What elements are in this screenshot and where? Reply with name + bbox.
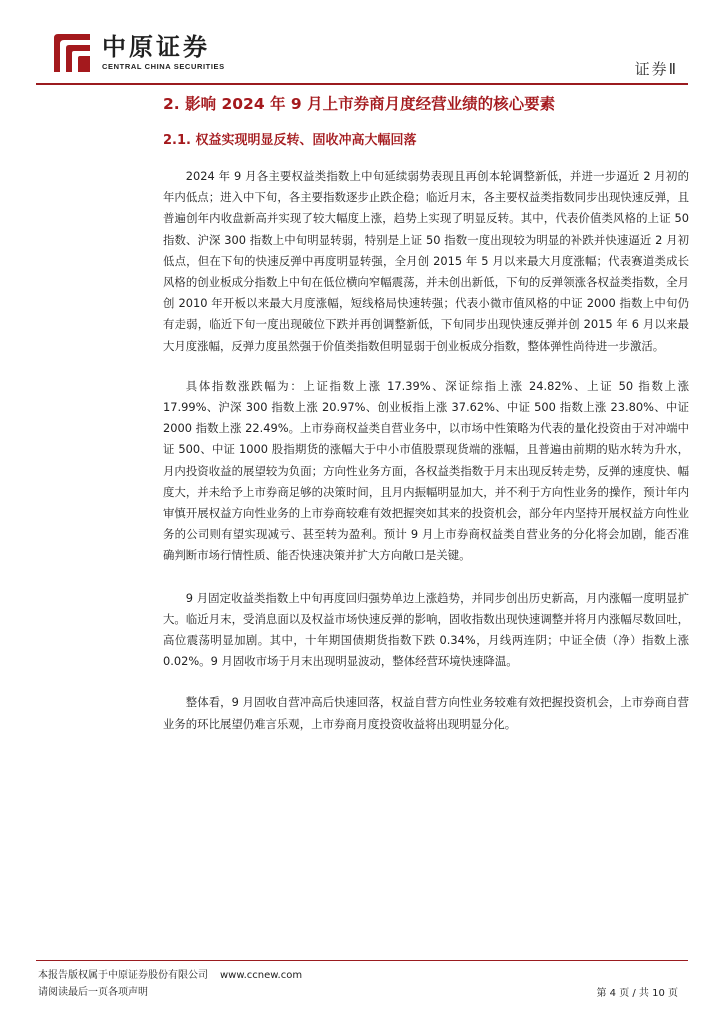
subsection-title: 2.1. 权益实现明显反转、固收冲高大幅回落 [163, 133, 417, 148]
body-content [163, 166, 689, 735]
copyright-notice: 本报告版权属于中原证券股份有限公司 [38, 970, 208, 981]
brand-name-cn: 中原证券 [102, 32, 210, 61]
header-divider [36, 83, 688, 85]
brand-name-en: CENTRAL CHINA SECURITIES [102, 62, 225, 71]
website-link[interactable]: www.ccnew.com [220, 970, 303, 981]
page-header [0, 0, 724, 90]
paragraph-summary: 整体看，9 月固收自营冲高后快速回落，权益自营方向性业务较难有效把握投资机会，上市券商自营业务的环比展望仍难言乐观，上市券商月度投资收益将出现明显分化。 [163, 695, 689, 731]
brand-logo [50, 32, 230, 76]
section-title: 2. 影响 2024 年 9 月上市券商月度经营业绩的核心要素 [163, 95, 556, 113]
page-number: 第 4 页 / 共 10 页 [596, 988, 678, 999]
paragraph-fixed-income: 9 月固定收益类指数上中旬再度回归强势单边上涨趋势，并同步创出历史新高，月内涨幅一度明显扩大。临近月末，受消息面以及权益市场快速反弹的影响，固收指数出现快速调整并将月内涨幅尽数回吐，高位震荡明显加剧。其中，十年期国债期货指数下跌 0.34%，月线两连阴；中证全债（净）指数上涨 0.02%。9 月固收市场于月末出现明显波动，整体经营环境快速降温。 [163, 590, 689, 669]
paragraph-index-returns: 具体指数涨跌幅为：上证指数上涨 17.39%、深证综指上涨 24.82%、上证 50 指数上涨 17.99%、沪深 300 指数上涨 20.97%、创业板指上涨 37.62%、中证 500 指数上涨 23.80%、中证 2000 指数上涨 22.49%。上市券商权益类自营业务中，以市场中性策略为代表的量化投资由于对冲端中证 500、中证 1000 股指期货的涨幅大于中小市值股票现货端的涨幅，且普遍由前期的贴水转为升水，月内投资收益的展望较为负面；方向性业务方面，各权益类指数于月末出现反转走势，反弹的速度快、幅度大，并未给予上市券商足够的决策时间，且月内振幅明显加大，并不利于方向性业务的操作，预计年内审慎开展权益方向性业务的上市券商较难有效把握突如其来的投资机会，部分年内坚持开展权益方向性业务的公司则有望实现减亏、甚至转为盈利。预计 9 月上市券商权益类自营业务的分化将会加剧，能否准确判断市场行情性质、能否快速决策并扩大方向敞口是关键。 [163, 378, 689, 563]
disclaimer-note: 请阅读最后一页各项声明 [38, 987, 148, 998]
page-footer [38, 967, 302, 1001]
paragraph-equity-market: 2024 年 9 月各主要权益类指数上中旬延续弱势表现且再创本轮调整新低，并进一步逼近 2 月初的年内低点；进入中下旬，各主要指数逐步止跌企稳；临近月末，各主要权益类指数同步出现快速反弹，且普遍创年内收盘新高并实现了较大幅度上涨，趋势上实现了明显反转。其中，代表价值类风格的上证 50 指数、沪深 300 指数上中旬明显转弱，特别是上证 50 指数一度出现较为明显的补跌并快速逼近 2 月初低点，但在下旬的快速反弹中再度明显转强，全月创 2015 年 5 月以来最大月度涨幅；代表赛道类成长风格的创业板成分指数上中旬在低位横向窄幅震荡，并未创出新低，下旬的反弹领涨各权益类指数，全月创 2010 年开板以来最大月度涨幅，短线格局快速转强；代表小微市值风格的中证 2000 指数上中旬仍有走弱，临近下旬一度出现破位下跌并再创调整新低，下旬同步出现快速反弹并创 2015 年 6 月以来最大月度涨幅，反弹力度虽然强于价值类指数但明显弱于创业板成分指数，整体弹性尚待进一步激活。 [163, 169, 689, 353]
brand-logo-icon [50, 32, 94, 76]
footer-divider [36, 960, 688, 961]
report-category: 证券Ⅱ [634, 60, 678, 78]
